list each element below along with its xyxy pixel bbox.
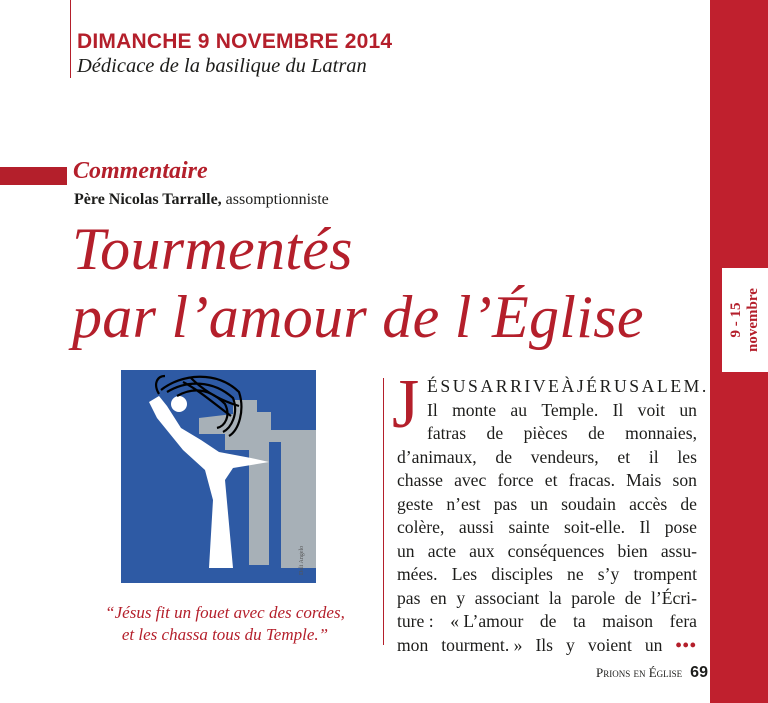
- body-line: [397, 422, 697, 446]
- body-line: [397, 563, 697, 587]
- body-word: au: [510, 399, 527, 420]
- body-word: pose: [664, 517, 697, 537]
- section-heading: Commentaire: [73, 158, 208, 184]
- body-word: de: [680, 493, 697, 514]
- body-line: [397, 375, 709, 399]
- body-word: monte: [452, 399, 497, 420]
- body-word: vendeurs,: [530, 446, 599, 467]
- drop-cap: J: [392, 366, 420, 443]
- body-word: en: [430, 587, 447, 608]
- body-word: un: [644, 634, 663, 655]
- body-word: trompent: [633, 564, 697, 584]
- feast-name: Dédicace de la basilique du Latran: [77, 55, 367, 77]
- body-word: ne: [567, 564, 584, 584]
- body-word: ARRIVE: [480, 376, 562, 396]
- header-rule: [70, 0, 71, 78]
- body-word: n’est: [446, 493, 481, 514]
- body-word: fracas.: [568, 470, 616, 490]
- body-word: l’Écri-: [651, 587, 697, 608]
- body-word: un: [530, 493, 548, 514]
- body-word: il: [648, 446, 659, 467]
- body-word: de: [588, 423, 605, 443]
- body-word: mées.: [397, 564, 438, 584]
- body-word: geste: [397, 493, 434, 514]
- author-role: assomptionniste: [221, 191, 329, 208]
- body-word: pas: [493, 493, 518, 514]
- body-word: conséquences: [507, 540, 605, 561]
- body-word: disciples: [491, 564, 553, 584]
- body-line: [397, 634, 697, 658]
- body-word: y: [566, 634, 575, 655]
- body-word: et: [617, 446, 631, 467]
- body-word: son: [672, 470, 697, 490]
- body-word: mon: [397, 634, 429, 655]
- body-word: acte: [427, 540, 457, 561]
- body-word: les: [677, 446, 697, 467]
- caption-line-2: et les chassa tous du Temple.”: [121, 625, 329, 644]
- body-word: colère,: [397, 517, 445, 537]
- body-word: avec: [454, 470, 487, 490]
- body-word: pas: [397, 587, 421, 608]
- body-line: [397, 540, 697, 564]
- body-word: ta: [573, 611, 586, 631]
- liturgical-date: DIMANCHE 9 NOVEMBRE 2014: [77, 30, 393, 53]
- body-word: JÉRUSALEM.: [576, 376, 709, 396]
- body-word: Mais: [626, 470, 662, 490]
- illustration: [121, 370, 316, 592]
- body-word: de: [495, 446, 512, 467]
- author-line: [74, 191, 329, 209]
- body-word: aussi: [458, 517, 495, 537]
- page-number: 69: [690, 664, 708, 681]
- illustration-caption: [75, 602, 375, 646]
- body-word: soit-elle.: [563, 517, 626, 537]
- page-footer: [596, 664, 708, 682]
- body-word: fera: [669, 611, 697, 631]
- body-word: d’animaux,: [397, 446, 477, 467]
- body-word: aux: [469, 540, 495, 561]
- body-word: chasse: [397, 470, 443, 490]
- body-word: ÉSUS: [427, 376, 481, 396]
- week-date-month: novembre: [745, 288, 761, 352]
- body-word: la: [548, 587, 562, 608]
- body-word: bien: [617, 540, 648, 561]
- body-word: soudain: [561, 493, 616, 514]
- body-line: [397, 399, 697, 423]
- body-word: s’y: [597, 564, 620, 584]
- body-word: un: [397, 540, 415, 561]
- body-word: voient: [587, 634, 632, 655]
- body-word: maison: [602, 611, 654, 631]
- body-word: de: [486, 423, 504, 443]
- body-word: monnaies,: [625, 423, 697, 443]
- body-word: de: [539, 611, 557, 631]
- body-word: Ils: [535, 634, 554, 655]
- body-word: parole: [571, 587, 616, 608]
- article-body: [397, 375, 709, 657]
- body-word: Il: [612, 399, 624, 420]
- body-word: force: [497, 470, 534, 490]
- body-word: tourment. »: [441, 634, 523, 655]
- week-date-tab: [722, 268, 768, 372]
- body-word: Il: [639, 517, 651, 537]
- week-date-range: 9 - 15: [728, 302, 744, 338]
- body-word: Il: [427, 399, 438, 420]
- article-title-line-2: par l’amour de l’Église: [72, 284, 644, 350]
- caption-line-1: “Jésus fit un fouet avec des cordes,: [105, 603, 345, 622]
- artist-signature: Dali Angelo: [299, 545, 305, 575]
- publication-name: Prions en Église: [596, 665, 683, 680]
- body-word: « L’amour: [450, 611, 524, 631]
- body-line: [397, 469, 697, 493]
- body-column-rule: [383, 378, 384, 645]
- body-word: associant: [474, 587, 540, 608]
- body-line: [397, 587, 697, 611]
- body-line: [397, 610, 697, 634]
- section-marker-bar: [0, 167, 67, 185]
- body-word: et: [544, 470, 558, 490]
- body-line: [397, 446, 697, 470]
- body-word: Temple.: [541, 399, 599, 420]
- body-word: pièces: [523, 423, 568, 443]
- body-line: [397, 493, 697, 517]
- author-name: Père Nicolas Tarralle,: [74, 191, 222, 208]
- body-word: y: [456, 587, 466, 608]
- body-word: sainte: [508, 517, 550, 537]
- continuation-dots: •••: [675, 634, 697, 655]
- body-word: accès: [629, 493, 668, 514]
- body-word: À: [561, 376, 577, 396]
- article-title-line-1: Tourmentés: [72, 216, 353, 282]
- body-word: ture :: [397, 611, 434, 631]
- body-line: [397, 516, 697, 540]
- body-word: Les: [451, 564, 478, 584]
- body-word: assu-: [660, 540, 697, 561]
- body-word: un: [679, 399, 697, 420]
- body-word: voit: [637, 399, 666, 420]
- body-word: de: [624, 587, 642, 608]
- body-word: fatras: [427, 423, 467, 443]
